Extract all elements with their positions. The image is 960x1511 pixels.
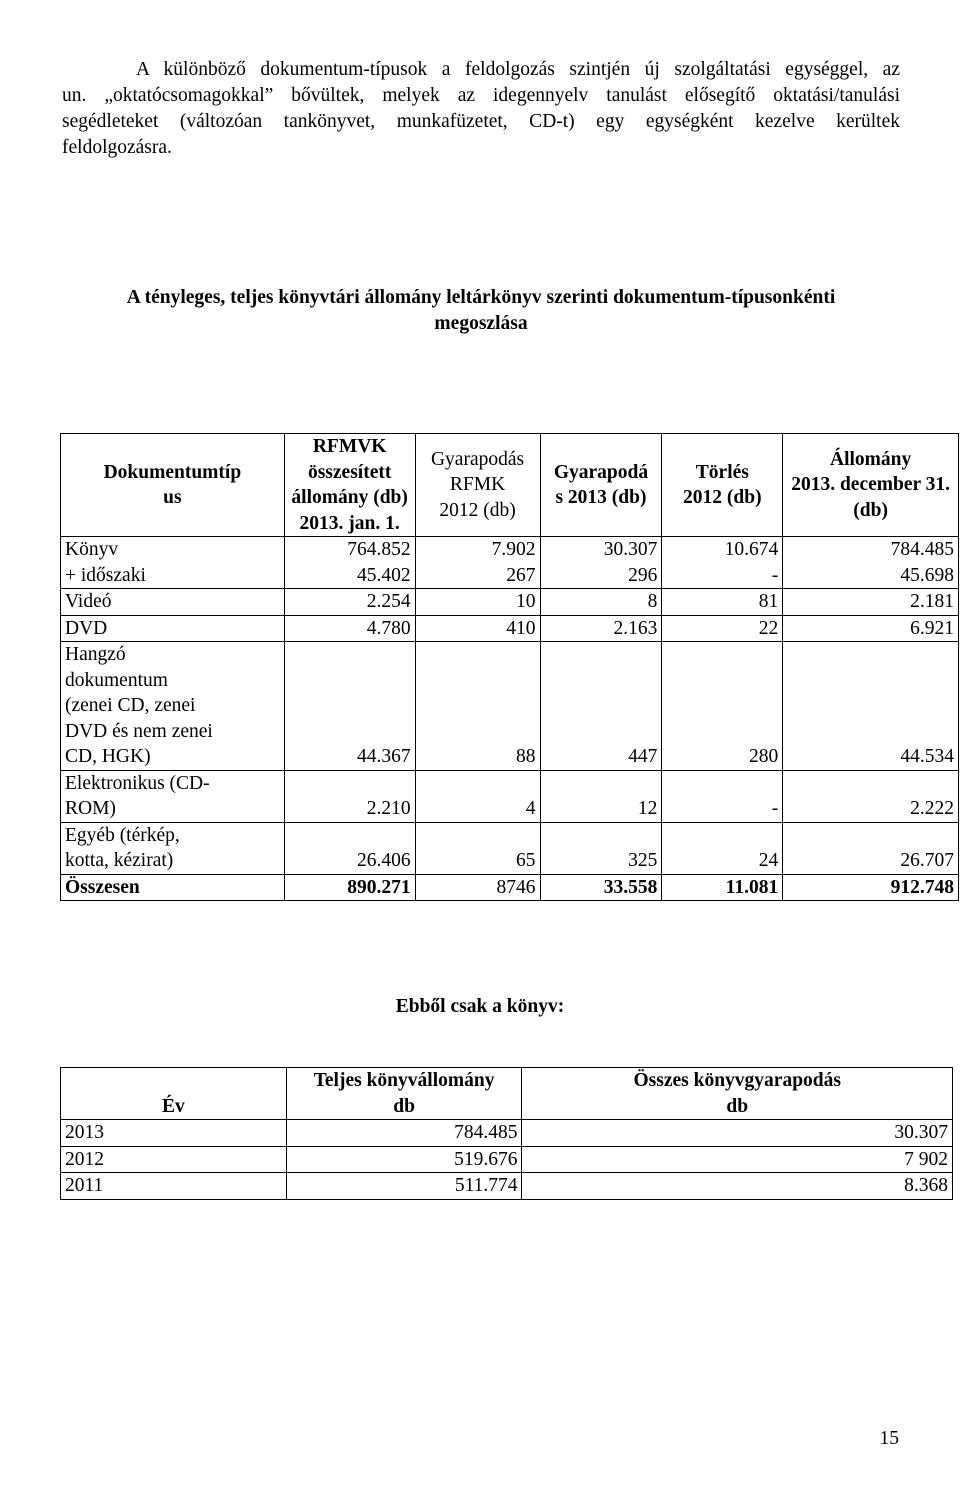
table-cell: 2.254	[284, 589, 415, 616]
table-cell: 12	[540, 770, 662, 822]
row-label: Videó	[61, 589, 285, 616]
table-row	[61, 1173, 953, 1200]
table-cell: 4.780	[284, 615, 415, 642]
table-cell: 88	[415, 642, 540, 771]
header-growth-2012: Gyarapodás RFMK 2012 (db)	[415, 434, 540, 537]
total-cell: 33.558	[540, 874, 662, 901]
table-cell: 24	[662, 822, 783, 874]
table-cell: 30.307	[522, 1120, 953, 1147]
intro-paragraph	[62, 57, 900, 161]
intro-line: A különböző dokumentum-típusok a feldolgozás szintjén új szolgáltatási egységgel, az	[136, 59, 900, 80]
row-label: DVD	[61, 615, 285, 642]
total-cell: 890.271	[284, 874, 415, 901]
year-cell: 2012	[61, 1146, 287, 1173]
table-cell: 410	[415, 615, 540, 642]
header-deletion-2012: Törlés 2012 (db)	[662, 434, 783, 537]
header-document-type: Dokumentumtíp us	[61, 434, 285, 537]
table-cell: 280	[662, 642, 783, 771]
header-growth-2013: Gyarapodá s 2013 (db)	[540, 434, 662, 537]
table-cell: 511.774	[286, 1173, 522, 1200]
header-total-stock: Teljes könyvállomány db	[286, 1068, 522, 1120]
table1-title	[62, 285, 900, 337]
table-cell: 2.163	[540, 615, 662, 642]
table1-title-line: A tényleges, teljes könyvtári állomány leltárkönyv szerinti dokumentum-típusonkénti	[126, 287, 836, 308]
books-table	[60, 1067, 953, 1200]
table-cell: 22	[662, 615, 783, 642]
row-label: Hangzó dokumentum (zenei CD, zenei DVD és nem zenei CD, HGK)	[61, 642, 285, 771]
page-number: 15	[879, 1428, 899, 1449]
table2-title: Ebből csak a könyv:	[395, 996, 565, 1017]
table-cell: 519.676	[286, 1146, 522, 1173]
table-total-row	[61, 874, 959, 901]
total-cell: 8746	[415, 874, 540, 901]
table-cell: 2.210	[284, 770, 415, 822]
table-row	[61, 642, 959, 771]
header-year: Év	[61, 1068, 287, 1120]
row-label: Egyéb (térkép, kotta, kézirat)	[61, 822, 285, 874]
table-row	[61, 1146, 953, 1173]
header-rfmvk-total: RFMVK összesített állomány (db) 2013. jan. 1.	[284, 434, 415, 537]
table-cell: 2.222	[783, 770, 959, 822]
table-cell: 30.307 296	[540, 537, 662, 589]
table-cell: 10.674 -	[662, 537, 783, 589]
table1-title-line: megoszlása	[434, 313, 528, 334]
table-row	[61, 1120, 953, 1147]
table-cell: 8.368	[522, 1173, 953, 1200]
table-cell: -	[662, 770, 783, 822]
document-type-table	[60, 433, 959, 901]
table-cell: 784.485 45.698	[783, 537, 959, 589]
row-label: Elektronikus (CD- ROM)	[61, 770, 285, 822]
table-cell: 10	[415, 589, 540, 616]
table-cell: 7.902 267	[415, 537, 540, 589]
table-header-row	[61, 434, 959, 537]
header-total-growth: Összes könyvgyarapodás db	[522, 1068, 953, 1120]
table-cell: 81	[662, 589, 783, 616]
table-cell: 44.367	[284, 642, 415, 771]
table-cell: 65	[415, 822, 540, 874]
year-cell: 2013	[61, 1120, 287, 1147]
table-cell: 784.485	[286, 1120, 522, 1147]
table-cell: 764.852 45.402	[284, 537, 415, 589]
table-cell: 26.406	[284, 822, 415, 874]
intro-line: feldolgozásra.	[62, 137, 172, 158]
total-cell: 11.081	[662, 874, 783, 901]
table-cell: 7 902	[522, 1146, 953, 1173]
table-cell: 325	[540, 822, 662, 874]
row-label: Könyv + időszaki	[61, 537, 285, 589]
table-cell: 4	[415, 770, 540, 822]
year-cell: 2011	[61, 1173, 287, 1200]
table-row	[61, 822, 959, 874]
intro-line: un. „oktatócsomagokkal” bővültek, melyek az idegennyelv tanulást elősegítő oktatási/tanulási	[62, 85, 900, 106]
table-row	[61, 615, 959, 642]
table-cell: 447	[540, 642, 662, 771]
intro-line: segédleteket (változóan tankönyvet, munkafüzetet, CD-t) egy egységként kezelve kerültek	[62, 111, 900, 132]
table-header-row	[61, 1068, 953, 1120]
table-row	[61, 537, 959, 589]
table-cell: 2.181	[783, 589, 959, 616]
table-cell: 26.707	[783, 822, 959, 874]
total-label: Összesen	[61, 874, 285, 901]
total-cell: 912.748	[783, 874, 959, 901]
table-cell: 44.534	[783, 642, 959, 771]
table-cell: 8	[540, 589, 662, 616]
table-row	[61, 770, 959, 822]
table-cell: 6.921	[783, 615, 959, 642]
header-stock-2013: Állomány 2013. december 31. (db)	[783, 434, 959, 537]
table-row	[61, 589, 959, 616]
